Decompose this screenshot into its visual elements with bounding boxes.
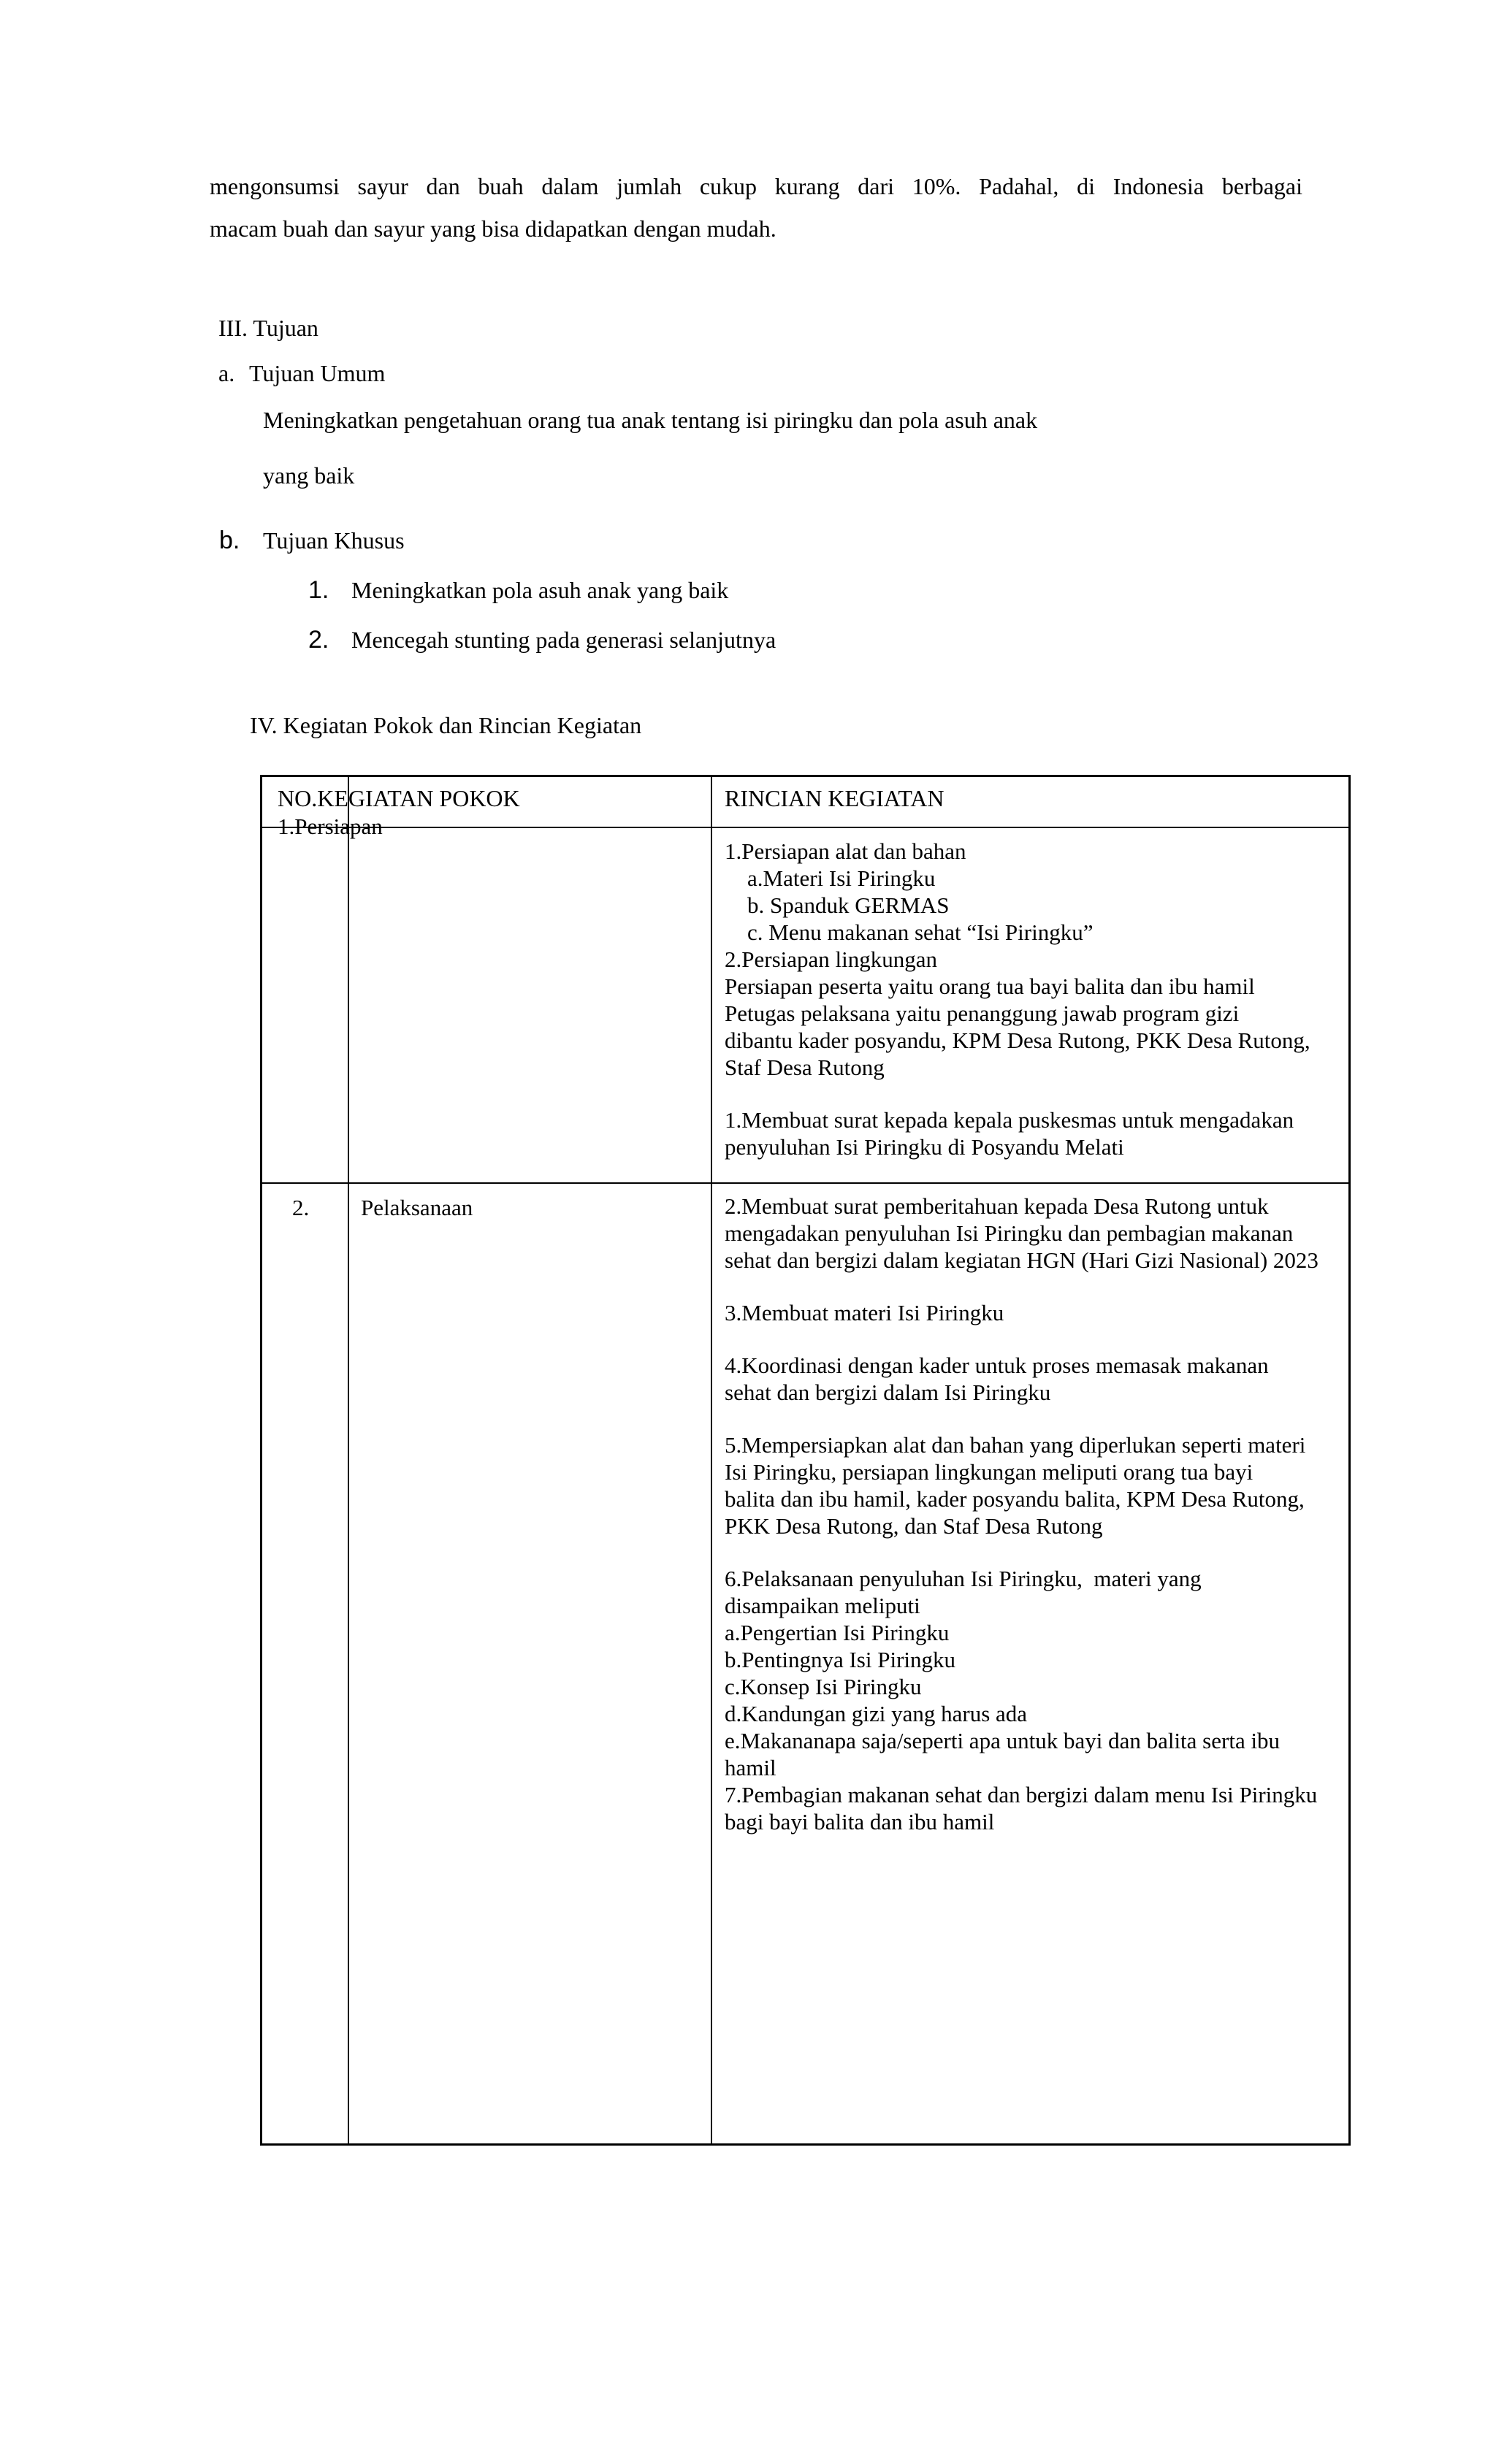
rincian-line: sehat dan bergizi dalam Isi Piringku <box>725 1380 1051 1405</box>
table-column-divider-1 <box>348 775 349 2146</box>
header-no-kegiatan-pokok: NO.KEGIATAN POKOK <box>278 785 520 811</box>
header-overlap-persiapan: 1.Persiapan <box>278 814 383 839</box>
rincian-line: 2.Membuat surat pemberitahuan kepada Desa Rutong untuk <box>725 1193 1269 1219</box>
rincian-line: a.Materi Isi Piringku <box>725 865 936 891</box>
rincian-line: e.Makananapa saja/seperti apa untuk bayi dan balita serta ibu <box>725 1728 1281 1753</box>
tujuan-khusus-item-1: Meningkatkan pola asuh anak yang baik <box>351 577 729 603</box>
rincian-line: 4.Koordinasi dengan kader untuk proses memasak makanan <box>725 1352 1269 1378</box>
section-3-heading: III. Tujuan <box>218 315 318 341</box>
tujuan-khusus-title: Tujuan Khusus <box>263 527 405 554</box>
table-row-divider <box>260 1182 1351 1184</box>
tujuan-umum-marker: a. <box>218 360 235 386</box>
rincian-line: balita dan ibu hamil, kader posyandu balita, KPM Desa Rutong, <box>725 1486 1305 1512</box>
intro-line-1: mengonsumsi sayur dan buah dalam jumlah cukup kurang dari 10%. Padahal, di Indonesia berbagai <box>210 173 1302 199</box>
rincian-line: 5.Mempersiapkan alat dan bahan yang diperlukan seperti materi <box>725 1432 1306 1458</box>
row-2-rincian <box>725 1193 1318 1835</box>
rincian-line: Isi Piringku, persiapan lingkungan meliputi orang tua bayi <box>725 1459 1253 1485</box>
rincian-line <box>725 1406 1318 1431</box>
rincian-line: dibantu kader posyandu, KPM Desa Rutong, PKK Desa Rutong, <box>725 1028 1310 1053</box>
rincian-line: c.Konsep Isi Piringku <box>725 1674 922 1699</box>
rincian-line <box>725 1539 1318 1565</box>
rincian-line: 1.Persiapan alat dan bahan <box>725 838 966 864</box>
rincian-line: bagi bayi balita dan ibu hamil <box>725 1809 995 1834</box>
row-2-number: 2. <box>292 1195 310 1220</box>
rincian-line <box>725 1326 1318 1352</box>
rincian-line <box>725 1274 1318 1299</box>
rincian-line: mengadakan penyuluhan Isi Piringku dan pembagian makanan <box>725 1220 1294 1246</box>
tujuan-umum-text-2: yang baik <box>263 462 355 489</box>
table-border-right <box>1348 775 1351 2146</box>
intro-line-2: macam buah dan sayur yang bisa didapatkan dengan mudah. <box>210 215 776 242</box>
section-4-heading: IV. Kegiatan Pokok dan Rincian Kegiatan <box>250 712 642 738</box>
tujuan-umum-text-1: Meningkatkan pengetahuan orang tua anak tentang isi piringku dan pola asuh anak <box>263 407 1038 433</box>
rincian-line: b. Spanduk GERMAS <box>725 892 950 918</box>
table-border-top <box>260 775 1351 777</box>
header-rincian-kegiatan: RINCIAN KEGIATAN <box>725 785 944 811</box>
rincian-line: Persiapan peserta yaitu orang tua bayi balita dan ibu hamil <box>725 973 1255 999</box>
kegiatan-table <box>260 775 1351 2146</box>
rincian-line: b.Pentingnya Isi Piringku <box>725 1647 956 1672</box>
tujuan-khusus-item-2-number: 2. <box>308 626 329 654</box>
rincian-line: disampaikan meliputi <box>725 1593 920 1618</box>
rincian-line <box>725 1081 1310 1106</box>
rincian-line: 6.Pelaksanaan penyuluhan Isi Piringku, materi yang <box>725 1566 1202 1591</box>
tujuan-khusus-marker: b. <box>219 527 240 554</box>
rincian-line: c. Menu makanan sehat “Isi Piringku” <box>725 919 1094 945</box>
tujuan-khusus-item-1-number: 1. <box>308 576 329 604</box>
table-column-divider-2 <box>711 775 712 2146</box>
rincian-line: penyuluhan Isi Piringku di Posyandu Melati <box>725 1134 1124 1160</box>
row-2-kegiatan: Pelaksanaan <box>361 1195 473 1220</box>
rincian-line: 1.Membuat surat kepada kepala puskesmas untuk mengadakan <box>725 1107 1294 1133</box>
rincian-line: Staf Desa Rutong <box>725 1055 885 1080</box>
row-2-rincian-lines <box>725 1193 1318 1835</box>
table-border-left <box>260 775 262 2146</box>
table-border-bottom <box>260 2143 1351 2146</box>
table-header-divider <box>260 827 1351 828</box>
row-1-rincian-lines <box>725 838 1310 1160</box>
rincian-line: d.Kandungan gizi yang harus ada <box>725 1701 1028 1726</box>
intro-paragraph <box>210 165 1302 250</box>
tujuan-umum-title: Tujuan Umum <box>249 360 386 386</box>
row-1-rincian <box>725 838 1310 1160</box>
rincian-line: sehat dan bergizi dalam kegiatan HGN (Hari Gizi Nasional) 2023 <box>725 1247 1318 1273</box>
rincian-line: 3.Membuat materi Isi Piringku <box>725 1300 1004 1325</box>
rincian-line: PKK Desa Rutong, dan Staf Desa Rutong <box>725 1513 1103 1539</box>
rincian-line: 2.Persiapan lingkungan <box>725 946 938 972</box>
rincian-line: hamil <box>725 1755 776 1780</box>
rincian-line: Petugas pelaksana yaitu penanggung jawab program gizi <box>725 1000 1240 1026</box>
rincian-line: 7.Pembagian makanan sehat dan bergizi dalam menu Isi Piringku <box>725 1782 1318 1807</box>
rincian-line: a.Pengertian Isi Piringku <box>725 1620 950 1645</box>
tujuan-khusus-item-2: Mencegah stunting pada generasi selanjutnya <box>351 627 776 653</box>
